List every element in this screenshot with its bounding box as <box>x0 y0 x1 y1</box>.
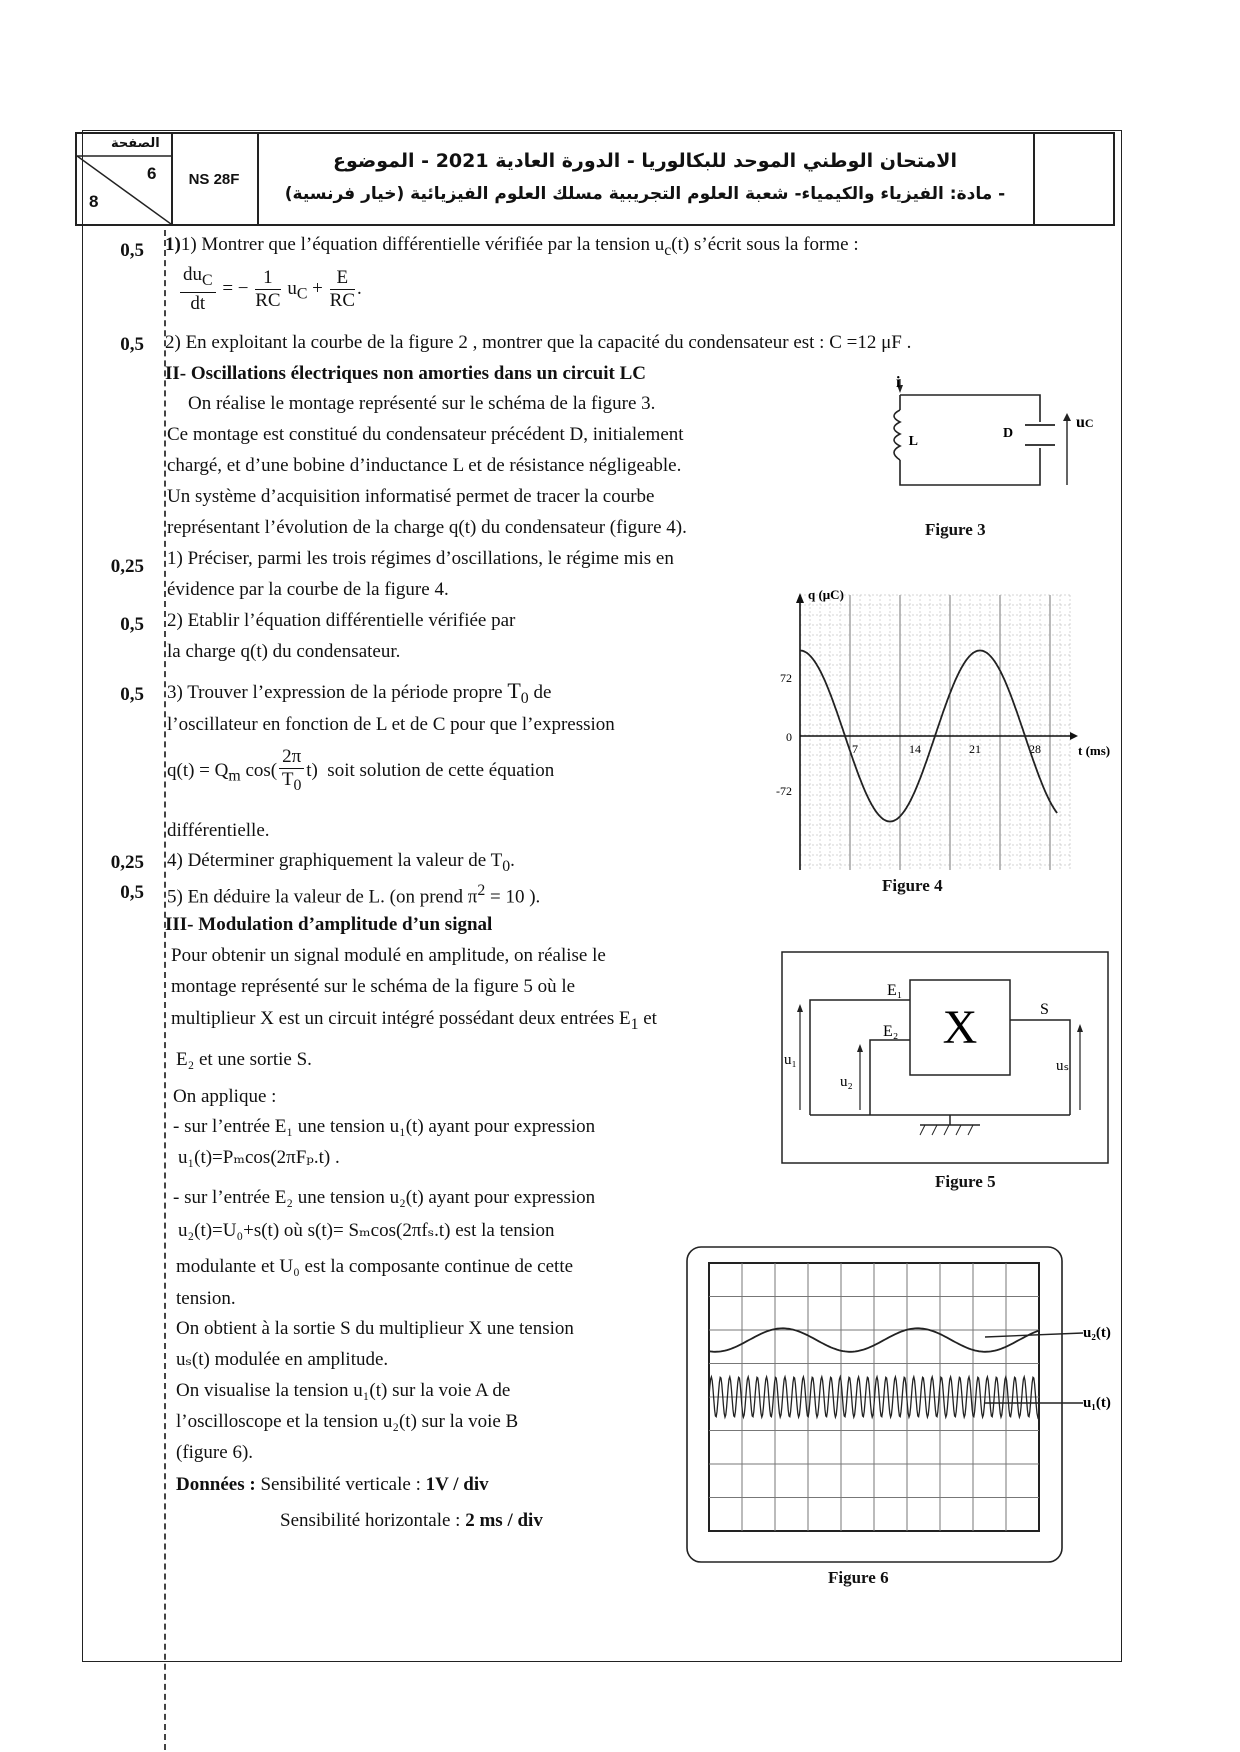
fig4-grid <box>800 595 1070 870</box>
part3-line-13: uₛ(t) modulée en amplitude. <box>176 1349 389 1370</box>
inductor-coil <box>894 410 900 460</box>
part3-data-vertical: Données : Sensibilité verticale : 1V / div <box>176 1474 489 1495</box>
part3-line-9: u₂(t)=U₀+s(t) où s(t)= Sₘcos(2πfₛ.t) est la tension <box>178 1220 555 1241</box>
fig5-u2-label: u₂ <box>840 1074 853 1090</box>
fig3-uc-label: uC <box>1076 414 1094 431</box>
part1-q1: 1)1) Montrer que l’équation différentielle vérifiée par la tension $u_c(t)$ s’écrit sous la forme : <box>165 234 859 259</box>
points-4: 0,5 <box>120 614 144 635</box>
part3-line-16: (figure 6). <box>176 1442 254 1463</box>
scope-label-u1: u₁(t) <box>1083 1395 1111 1411</box>
figure-5-caption: Figure 5 <box>935 1172 996 1191</box>
figure-3-circuit <box>870 375 1100 495</box>
margin-dashed-line <box>164 230 166 1750</box>
points-3: 0,25 <box>110 556 144 577</box>
part3-line-4: E₂ et une sortie S. <box>176 1049 312 1070</box>
exam-title <box>257 134 1035 224</box>
part3-line-1: Pour obtenir un signal modulé en amplitude, on réalise le <box>171 945 606 966</box>
part1-q2: 2) En exploitant la courbe de la figure 2 , montrer que la capacité du condensateur est : C =12 μF . <box>165 332 912 353</box>
figure-5-circuit <box>780 950 1110 1165</box>
part2-intro-1: On réalise le montage représenté sur le schéma de la figure 3. <box>188 393 656 414</box>
points-7: 0,5 <box>120 882 144 903</box>
part3-line-6: - sur l’entrée E₁ une tension u₁(t) ayant pour expression <box>173 1116 596 1137</box>
figure-3-caption: Figure 3 <box>925 520 986 539</box>
fig3-D-label: D <box>1003 426 1014 441</box>
fig5-X-label: X <box>942 1001 978 1054</box>
fig3-L-label: L <box>908 434 918 449</box>
figure-6-caption: Figure 6 <box>828 1568 889 1587</box>
part2-q2-a: 2) Etablir l’équation différentielle vérifiée par <box>167 610 516 631</box>
fig4-ytick-72: 72 <box>780 671 792 685</box>
title-line2: - مادة: الفيزياء والكيمياء- شعبة العلوم التجريبية مسلك العلوم الفيزيائية (خيار فرنسية) <box>284 184 1006 204</box>
fig3-i-label: i <box>896 375 901 391</box>
part2-q4: 4) Déterminer graphiquement la valeur de $T_0$. <box>167 850 515 875</box>
part2-q3-line2: l’oscillateur en fonction de L et de C pour que l’expression <box>167 714 615 735</box>
part3-data-horizontal: Sensibilité horizontale : 2 ms / div <box>280 1510 543 1531</box>
fig4-ytick-0: 0 <box>786 730 792 744</box>
part1-equation: $\frac{du_C}{dt}$ = − $\frac{1}{RC}$ $u_C$ + $\frac{E}{RC}$ . <box>178 264 362 315</box>
part2-q3-line4: différentielle. <box>167 820 270 841</box>
page-total: 8 <box>89 192 99 211</box>
fig4-xlabel: t (ms) <box>1078 743 1111 758</box>
fig4-ytick-neg72: -72 <box>776 784 792 798</box>
fig5-us-label: uₛ <box>1056 1058 1070 1074</box>
figure-4-chart <box>770 585 1115 875</box>
part2-q5: 5) En déduire la valeur de L. (on prend $\pi^2 = 10$ ). <box>167 882 541 908</box>
part3-line-8: - sur l’entrée E₂ une tension u₂(t) ayant pour expression <box>173 1187 596 1208</box>
part3-title: III- Modulation d’amplitude d’un signal <box>165 914 493 935</box>
part3-line-5: On applique : <box>173 1086 277 1107</box>
fig4-xtick-28: 28 <box>1029 742 1041 756</box>
page-cell <box>77 134 173 224</box>
part2-title: II- Oscillations électriques non amorties dans un circuit LC <box>165 363 646 384</box>
title-line1: الامتحان الوطني الموحد للبكالوريا - الدورة العادية 2021 - الموضوع <box>333 150 957 172</box>
part3-line-11: tension. <box>176 1288 236 1309</box>
fig5-S-label: S <box>1040 1001 1049 1018</box>
part2-intro-3: chargé, et d’une bobine d’inductance L et de résistance négligeable. <box>167 455 682 476</box>
exam-header <box>75 132 1115 226</box>
part3-line-10: modulante et U₀ est la composante continue de cette <box>176 1256 574 1277</box>
fig5-E2-label: E₂ <box>883 1023 899 1040</box>
exam-code: NS 28F <box>171 134 259 224</box>
part2-intro-5: représentant l’évolution de la charge q(t) du condensateur (figure 4). <box>167 517 687 538</box>
part2-intro-2: Ce montage est constitué du condensateur précédent D, initialement <box>167 424 684 445</box>
fig5-E1-label: E₁ <box>887 982 903 999</box>
points-1: 0,5 <box>120 240 144 261</box>
part2-q1-a: 1) Préciser, parmi les trois régimes d’oscillations, le régime mis en <box>167 548 674 569</box>
part3-line-12: On obtient à la sortie S du multiplieur X une tension <box>176 1318 574 1339</box>
part2-q1-b: évidence par la courbe de la figure 4. <box>167 579 449 600</box>
part2-intro-4: Un système d’acquisition informatisé permet de tracer la courbe <box>167 486 655 507</box>
points-2: 0,5 <box>120 334 144 355</box>
part2-q3-expression: $q(t) = Q_m$ cos( $\frac{2\pi}{T_0}$ t) soit solution de cette équation <box>167 746 555 794</box>
part2-q3-a: 3) Trouver l’expression de la période propre $T_0$ de <box>167 678 552 707</box>
fig4-xtick-14: 14 <box>909 742 921 756</box>
points-5: 0,5 <box>120 684 144 705</box>
points-6: 0,25 <box>110 852 144 873</box>
part3-line-7: u₁(t)=Pₘcos(2πFₚ.t) . <box>178 1147 340 1168</box>
fig4-xtick-21: 21 <box>969 742 981 756</box>
part3-line-14: On visualise la tension u₁(t) sur la voie A de <box>176 1380 511 1401</box>
fig4-xtick-7: 7 <box>852 742 858 756</box>
page-number: 6 <box>147 164 157 183</box>
figure-4-caption: Figure 4 <box>882 876 943 895</box>
figure-6-oscilloscope <box>685 1245 1115 1565</box>
part3-line-3: multiplieur X est un circuit intégré possédant deux entrées $E_1$ et <box>171 1008 657 1033</box>
part2-q2-b: la charge q(t) du condensateur. <box>167 641 401 662</box>
fig5-u1-label: u₁ <box>784 1052 797 1068</box>
page-label: الصفحة <box>111 136 160 151</box>
part3-line-15: l’oscilloscope et la tension u₂(t) sur la voie B <box>176 1411 519 1432</box>
scope-label-u2: u₂(t) <box>1083 1325 1111 1341</box>
part3-line-2: montage représenté sur le schéma de la figure 5 où le <box>171 976 576 997</box>
fig4-ylabel: q (μC) <box>808 587 844 602</box>
